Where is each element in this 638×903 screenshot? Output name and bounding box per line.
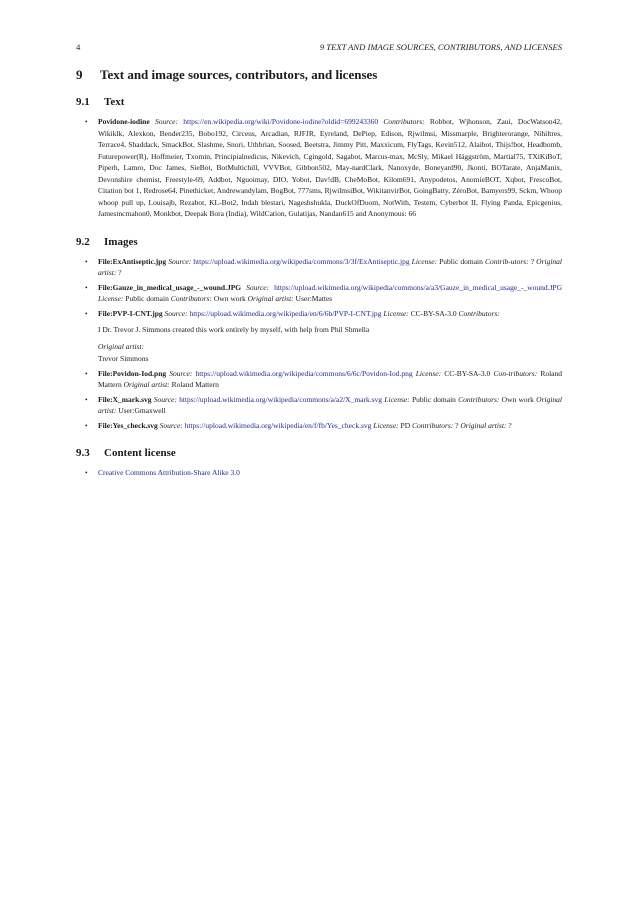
contributors-label: Contributors: [383, 117, 425, 126]
license-label: License: [384, 394, 410, 404]
source-label: Source: [154, 117, 178, 126]
source-link[interactable]: https://upload.wikimedia.org/wikipedia/commons/a/a3/Gauze_in_medical_usage_-_wound.JPG [274, 282, 563, 292]
bullet-icon: • [85, 468, 88, 477]
source-link[interactable]: https://en.wikipedia.org/wiki/Povidone-iodine?oldid=699243360 [183, 117, 379, 126]
license-value: Public domain [439, 256, 483, 266]
bullet-icon: • [85, 368, 88, 378]
artist-label: Original artist: [247, 294, 294, 303]
artist-label: Original artist: [460, 420, 507, 430]
bullet-icon: • [85, 282, 88, 292]
image-sources-list [76, 256, 562, 432]
artist-label: Original artist: [123, 380, 170, 389]
contributors-label: Contributors: [458, 394, 500, 404]
source-label: Source: [153, 394, 177, 404]
page-content [76, 66, 562, 493]
artist-value: Trevor Simmons [98, 354, 149, 363]
subsection-heading-license [76, 445, 562, 461]
source-label: Source: [164, 308, 188, 318]
source-link[interactable]: https://upload.wikimedia.org/wikipedia/commons/6/6c/Povidon-Iod.png [195, 368, 413, 378]
content-license-list [76, 467, 562, 479]
entry-name: File:Yes_check.svg [98, 420, 158, 430]
source-label: Source: [168, 256, 192, 266]
contributors-value: Roland Mattern [98, 368, 562, 389]
contributors-label: Contributors: [458, 308, 500, 318]
running-header [76, 40, 562, 54]
entry-name: Povidone-iodine [98, 117, 150, 126]
list-item [76, 368, 562, 391]
contributors-value: I Dr. Trevor J. Simmons created this work entirely by myself, with help from Phil Shmella [98, 325, 370, 334]
license-value: Public domain [411, 394, 456, 404]
bullet-icon: • [85, 420, 88, 430]
list-item [76, 467, 562, 479]
artist-value: ? [118, 268, 122, 277]
list-item [76, 256, 562, 279]
source-label: Source: [159, 420, 183, 430]
source-link[interactable]: https://upload.wikimedia.org/wikipedia/en/f/fb/Yes_check.svg [184, 420, 372, 430]
license-label: License: [411, 256, 438, 266]
contributors-value: ? [455, 420, 459, 430]
list-item [76, 394, 562, 417]
contributors-value: ? [530, 256, 535, 266]
subsection-title: Text [104, 96, 125, 108]
contributors-label: Con-tributors: [493, 368, 538, 378]
source-link[interactable]: https://upload.wikimedia.org/wikipedia/en/6/6b/PVP-I-CNT.jpg [189, 308, 382, 318]
source-link[interactable]: https://upload.wikimedia.org/wikipedia/commons/3/3f/ExAntiseptic.jpg [193, 256, 410, 266]
page-number: 4 [76, 42, 81, 52]
contributors-value: Own work [501, 394, 534, 404]
subsection-title: Images [104, 235, 138, 248]
contributors-value: Own work [213, 294, 246, 303]
contributors-label: Contributors: [412, 420, 454, 430]
license-label: License: [373, 420, 399, 430]
license-value: PD [400, 420, 411, 430]
license-label: License: [415, 368, 442, 378]
artist-label: Original artist: [98, 341, 145, 351]
subsection-number: 9.3 [76, 447, 90, 459]
license-link[interactable]: Creative Commons Attribution-Share Alike 3.0 [98, 468, 240, 477]
artist-value: ? [508, 420, 512, 430]
entry-name: File:ExAntiseptic.jpg [98, 256, 167, 266]
bullet-icon: • [85, 394, 88, 404]
subsection-heading-text [76, 94, 562, 110]
bullet-icon: • [85, 117, 88, 126]
section-heading [76, 66, 562, 84]
entry-name: File:PVP-I-CNT.jpg [98, 308, 163, 318]
artist-label: Original artist: [98, 256, 563, 277]
list-item [76, 420, 562, 432]
subsection-title: Content license [104, 447, 176, 459]
license-value: Public domain [125, 294, 169, 303]
artist-value: User:Gmaxwell [118, 406, 166, 415]
entry-name: File:Povidon-Iod.png [98, 368, 167, 378]
section-number: 9 [76, 67, 83, 82]
running-title: 9 TEXT AND IMAGE SOURCES, CONTRIBUTORS, AND LICENSES [319, 42, 562, 52]
bullet-icon: • [85, 256, 88, 266]
section-title: Text and image sources, contributors, and licenses [100, 67, 378, 82]
license-value: CC-BY-SA-3.0 [410, 308, 457, 318]
license-value: CC-BY-SA-3.0 [444, 368, 491, 378]
artist-value: User:Mattes [295, 294, 333, 303]
contributors-text: Robbot, Wjhonson, Zaui, DocWatson42, Wikiklk, Alexkon, Bender235, Bobo192, Circeus, Arcadian, RJFJR, Eyreland, DePiep, Edison, Rjwilmsi, Missmarple, Brighterorange, Nihiltres, Terrace4, Shaddack, SmackBot, Slashme, Snori, Uthbrian, Soosed, Beetstra, Jimmy Pitt, Maxxicum, FlyTags, Kevin512, Alaibot, Thijs!bot, Headbomb, Futurepower(R), Hoffmeier, Txomin, Principialnedicus, Nikevich, Cgingold, Sagabot, Marcus-max, McSly, Mikael Häggström, Martial75, TXiKiBoT, Piperh, Lamro, Doc James, SieBot, BotMultichill, VVVBot, Gibbon502, May-nardClark, Nanoxyde, Boneyard90, Jkonti, BOTarate, AnjaManix, Devonshire chemist, Freestyle-69, Addbot, Nguoimay, DIO, Yobot, Dav!dB, CheMoBot, Kilom691, Anypodetos, AnomieBOT, Xqbot, FrescoBot, Citation bot 1, Redrose64, Pinethicket, Andrewandylam, BogBot, 777sms, RjwilmsiBot, WikitanvirBot, GoingBatty, ZéroBot, Bamyers99, Sckm, Whoop whoop pull up, Louisajb, Rezabot, KL-Bot2, Indah blestari, Nageshshukla, DuckOfDoom, NotWith, Testem, Cyberbot II, Flying Panda, Epicgenius, Jamesmcmahon0, Monkbot, Deepak Bora (India), WildCation, Gulatijas, Nandan615 and Anonymous: 66 [98, 117, 562, 218]
subsection-number: 9.2 [76, 235, 90, 248]
subsection-heading-images [76, 234, 562, 250]
contributors-label: Contrib-utors: [484, 256, 529, 266]
license-label: License: [383, 308, 409, 318]
entry-name: File:Gauze_in_medical_usage_-_wound.JPG [98, 282, 242, 292]
list-item [76, 116, 562, 220]
source-label: Source: [246, 282, 270, 292]
source-link[interactable]: https://upload.wikimedia.org/wikipedia/commons/a/a2/X_mark.svg [179, 394, 383, 404]
artist-value: Roland Mattern [171, 380, 219, 389]
bullet-icon: • [85, 308, 88, 318]
contributors-label: Contributors: [170, 294, 212, 303]
license-label: License: [98, 294, 124, 303]
list-item [76, 308, 562, 365]
artist-label: Original artist: [98, 394, 563, 415]
list-item [76, 282, 562, 305]
subsection-number: 9.1 [76, 96, 90, 108]
source-label: Source: [169, 368, 193, 378]
text-sources-list [76, 116, 562, 220]
entry-name: File:X_mark.svg [98, 394, 152, 404]
